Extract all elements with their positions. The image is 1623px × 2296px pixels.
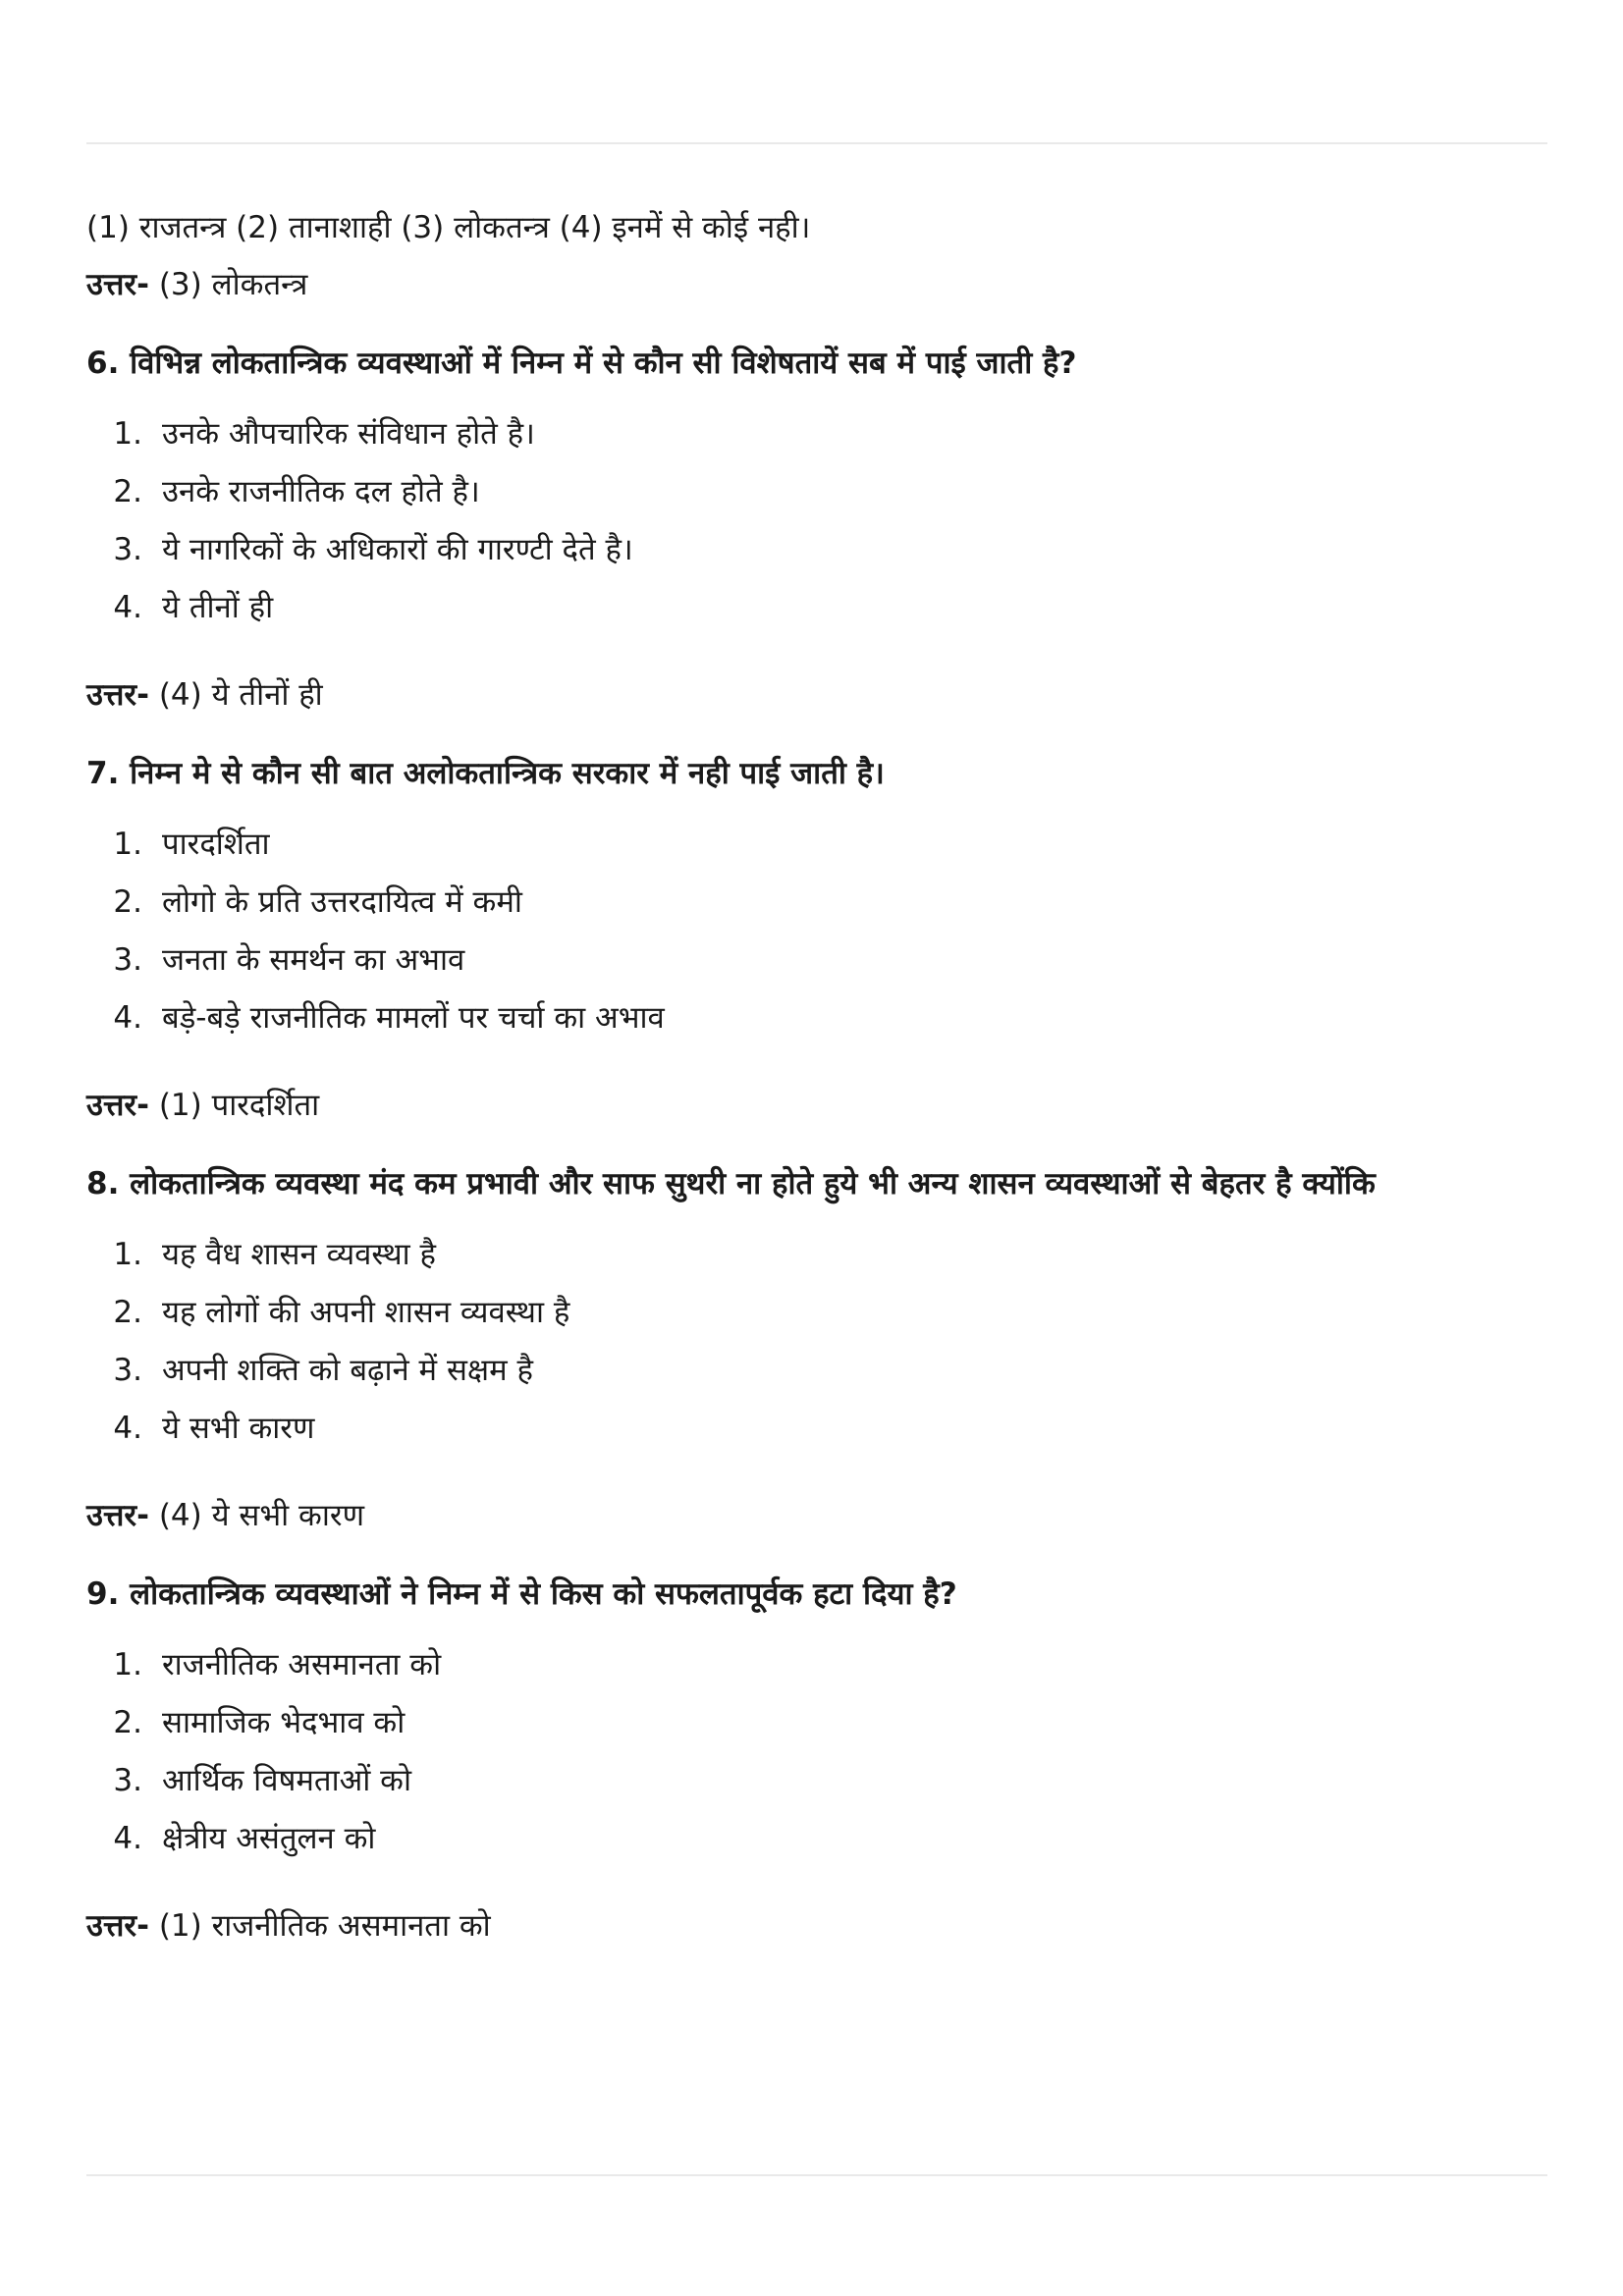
option-text: ये तीनों ही xyxy=(162,590,274,625)
option-number: 2. xyxy=(113,1295,142,1330)
option-text: पारदर्शिता xyxy=(162,827,270,862)
question-9: 9. लोकतान्त्रिक व्यवस्थाओं ने निम्न में से किस को सफलतापूर्वक हटा दिया है? xyxy=(86,1576,957,1612)
option-number: 1. xyxy=(113,1237,142,1272)
option-number: 4. xyxy=(113,1821,142,1856)
option-item xyxy=(86,1701,1540,1759)
option-number: 2. xyxy=(113,474,142,509)
option-item xyxy=(86,1407,1540,1465)
answer-text: (1) राजनीतिक असमानता को xyxy=(158,1908,491,1944)
question-8-options xyxy=(86,1233,1540,1465)
option-number: 2. xyxy=(113,1705,142,1740)
bottom-divider xyxy=(86,2174,1547,2176)
option-item xyxy=(86,586,1540,644)
option-number: 1. xyxy=(113,827,142,862)
question-8: 8. लोकतान्त्रिक व्यवस्था मंद कम प्रभावी और साफ सुथरी ना होते हुये भी अन्य शासन व्यवस्थाओं से बेहतर है क्योंकि xyxy=(86,1166,1376,1201)
option-text: यह वैध शासन व्यवस्था है xyxy=(162,1237,436,1272)
answer-label: उत्तर- xyxy=(86,267,149,302)
option-text: ये नागरिकों के अधिकारों की गारण्टी देते है। xyxy=(162,532,633,567)
answer-label: उत्तर- xyxy=(86,677,149,713)
answer-text: (4) ये सभी कारण xyxy=(158,1498,364,1533)
option-text: जनता के समर्थन का अभाव xyxy=(162,942,465,978)
option-item xyxy=(86,1349,1540,1407)
option-text: उनके औपचारिक संविधान होते है। xyxy=(162,416,535,452)
option-item xyxy=(86,1291,1540,1349)
option-number: 4. xyxy=(113,1000,142,1036)
question-9-answer xyxy=(86,1904,1540,1948)
question-6-options xyxy=(86,412,1540,644)
option-text: बड़े-बड़े राजनीतिक मामलों पर चर्चा का अभाव xyxy=(162,1000,665,1036)
option-number: 3. xyxy=(113,1353,142,1388)
option-number: 4. xyxy=(113,1411,142,1446)
document-body xyxy=(86,206,1540,1983)
option-text: राजनीतिक असमानता को xyxy=(162,1647,442,1682)
option-text: ये सभी कारण xyxy=(162,1411,315,1446)
option-number: 3. xyxy=(113,532,142,567)
option-text: आर्थिक विषमताओं को xyxy=(162,1763,411,1798)
option-item xyxy=(86,412,1540,470)
option-text: सामाजिक भेदभाव को xyxy=(162,1705,406,1740)
option-text: उनके राजनीतिक दल होते है। xyxy=(162,474,480,509)
answer-text: (1) पारदर्शिता xyxy=(158,1088,320,1123)
option-item xyxy=(86,528,1540,586)
option-text: क्षेत्रीय असंतुलन को xyxy=(162,1821,376,1856)
option-item xyxy=(86,470,1540,528)
question-9-options xyxy=(86,1643,1540,1875)
option-number: 2. xyxy=(113,884,142,920)
option-number: 3. xyxy=(113,942,142,978)
option-number: 3. xyxy=(113,1763,142,1798)
answer-text: (4) ये तीनों ही xyxy=(158,677,323,713)
option-item xyxy=(86,823,1540,881)
option-item xyxy=(86,1233,1540,1291)
option-item xyxy=(86,938,1540,996)
top-divider xyxy=(86,142,1547,144)
answer-label: उत्तर- xyxy=(86,1498,149,1533)
answer-text: (3) लोकतन्त्र xyxy=(158,267,308,302)
question-8-answer xyxy=(86,1494,1540,1537)
question-7: 7. निम्न मे से कौन सी बात अलोकतान्त्रिक सरकार में नही पाई जाती है। xyxy=(86,756,885,791)
answer-label: उत्तर- xyxy=(86,1908,149,1944)
question-7-answer xyxy=(86,1084,1540,1127)
answer-label: उत्तर- xyxy=(86,1088,149,1123)
option-item xyxy=(86,996,1540,1054)
option-number: 1. xyxy=(113,1647,142,1682)
intro-answer xyxy=(86,263,1540,306)
option-text: अपनी शक्ति को बढ़ाने में सक्षम है xyxy=(162,1353,533,1388)
option-number: 4. xyxy=(113,590,142,625)
option-item xyxy=(86,1817,1540,1875)
option-item xyxy=(86,881,1540,938)
option-text: यह लोगों की अपनी शासन व्यवस्था है xyxy=(162,1295,570,1330)
question-7-options xyxy=(86,823,1540,1054)
option-text: लोगो के प्रति उत्तरदायित्व में कमी xyxy=(162,884,522,920)
question-6: 6. विभिन्न लोकतान्त्रिक व्यवस्थाओं में निम्न में से कौन सी विशेषतायें सब में पाई जाती है? xyxy=(86,346,1077,381)
question-6-answer xyxy=(86,673,1540,717)
option-item xyxy=(86,1759,1540,1817)
option-number: 1. xyxy=(113,416,142,452)
intro-options-line: (1) राजतन्त्र (2) तानाशाही (3) लोकतन्त्र (4) इनमें से कोई नही। xyxy=(86,210,811,245)
option-item xyxy=(86,1643,1540,1701)
